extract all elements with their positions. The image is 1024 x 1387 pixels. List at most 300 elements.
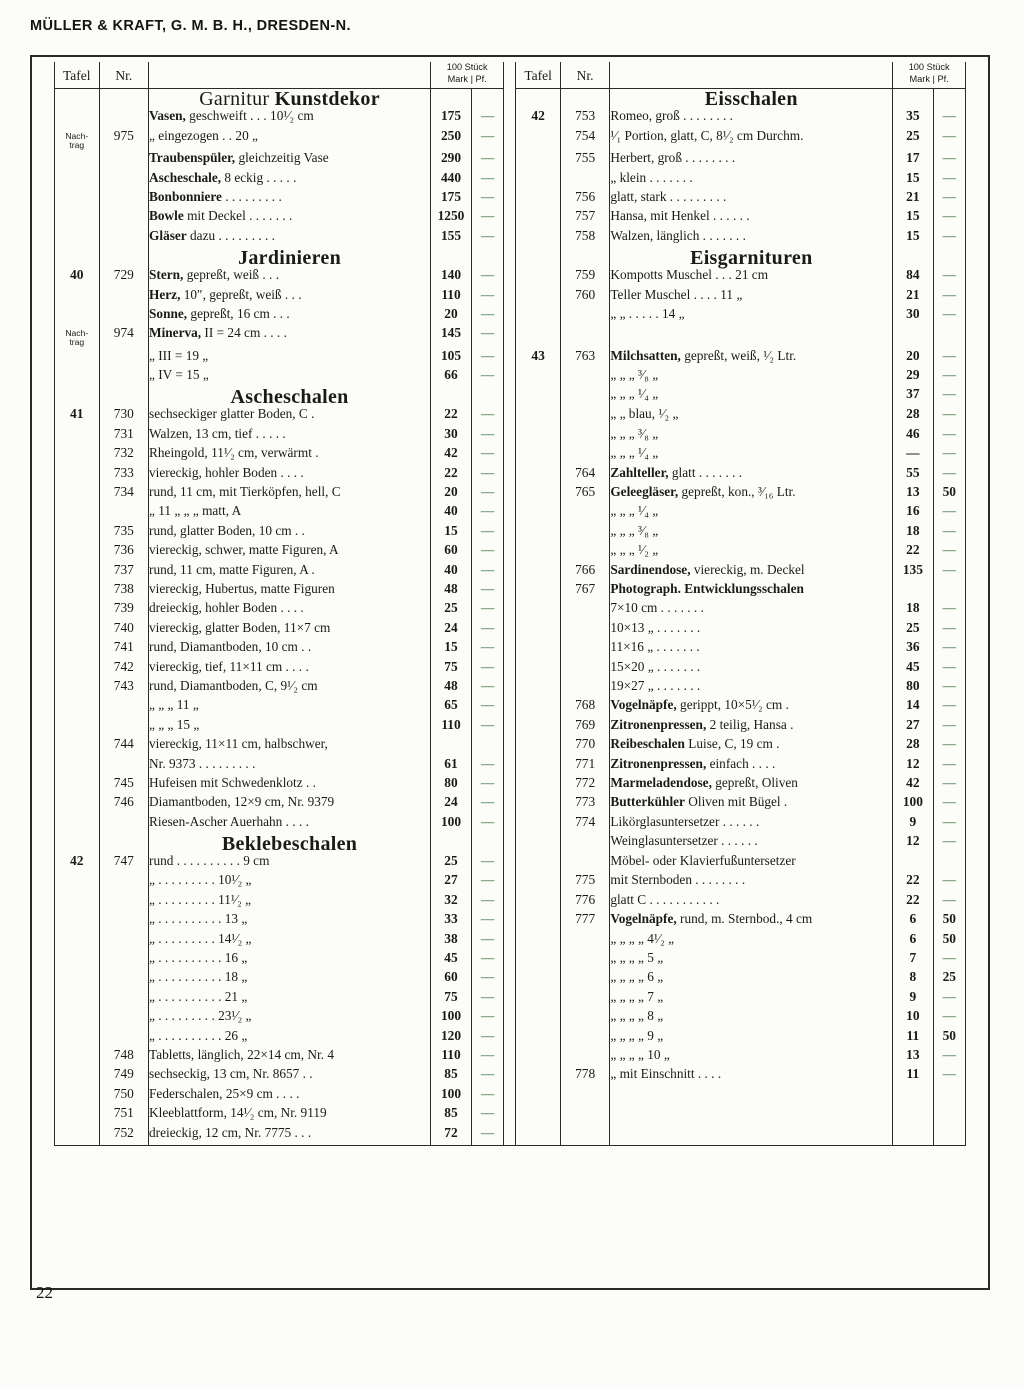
cell-pfennig: —: [933, 834, 965, 854]
column-divider: [504, 89, 516, 110]
cell-nr: 775: [560, 873, 609, 892]
cell-mark: 155: [431, 229, 472, 248]
cell-pfennig: —: [471, 504, 503, 523]
cell-description: „ „ „ „ 4¹⁄₂ „: [610, 932, 893, 951]
cell-nr: 778: [560, 1067, 609, 1086]
cell-nr: [560, 307, 609, 326]
cell-tafel: [55, 109, 100, 128]
cell-description: 7×10 cm . . . . . . .: [610, 601, 893, 620]
cell-pfennig: —: [471, 326, 503, 348]
cell-tafel: [516, 151, 561, 170]
cell-tafel: [55, 893, 100, 912]
section-pf-spacer: [471, 89, 503, 110]
cell-tafel: [516, 718, 561, 737]
cell-mark: 80: [893, 679, 933, 698]
cell-description: Bowle mit Deckel . . . . . . .: [149, 209, 431, 228]
column-divider: [504, 582, 516, 601]
cell-tafel: [516, 504, 561, 523]
cell-mark: 16: [893, 504, 933, 523]
table-row: [55, 288, 966, 307]
cell-nr: 749: [99, 1067, 148, 1086]
cell-mark: 135: [893, 563, 933, 582]
table-row: [55, 129, 966, 151]
cell-nr: [99, 698, 148, 717]
cell-pfennig: [933, 326, 965, 348]
cell-description: „ „ blau, ¹⁄₂ „: [610, 407, 893, 426]
table-row: [55, 427, 966, 446]
table-row: [55, 1067, 966, 1086]
cell-tafel: [516, 660, 561, 679]
cell-tafel: [516, 427, 561, 446]
table-row: [55, 1087, 966, 1106]
cell-pfennig: —: [471, 524, 503, 543]
cell-nr: [99, 151, 148, 170]
cell-description: „ „ „ „ 6 „: [610, 970, 893, 989]
cell-nr: [99, 893, 148, 912]
cell-pfennig: —: [933, 209, 965, 228]
cell-nr: [560, 932, 609, 951]
cell-mark: 35: [893, 109, 933, 128]
cell-tafel: [516, 757, 561, 776]
section-nr-spacer: [99, 248, 148, 268]
cell-mark: 32: [431, 893, 472, 912]
cell-pfennig: —: [471, 621, 503, 640]
cell-tafel: Nach- trag: [55, 326, 100, 348]
cell-tafel: 43: [516, 349, 561, 368]
cell-mark: 45: [431, 951, 472, 970]
cell-pfennig: —: [471, 209, 503, 228]
cell-mark: 120: [431, 1029, 472, 1048]
cell-pfennig: —: [471, 698, 503, 717]
empty-desc: [610, 1106, 893, 1125]
cell-nr: [560, 854, 609, 873]
cell-nr: [560, 407, 609, 426]
cell-pfennig: —: [471, 795, 503, 814]
cell-description: Vasen, geschweift . . . 10¹⁄₂ cm: [149, 109, 431, 128]
cell-description: rund . . . . . . . . . . 9 cm: [149, 854, 431, 873]
cell-pfennig: 50: [933, 1029, 965, 1048]
cell-description: „ „ „ ³⁄₈ „: [610, 524, 893, 543]
cell-nr: 975: [99, 129, 148, 151]
table-row: [55, 387, 966, 407]
header-price-left: 100 Stück Mark | Pf.: [431, 62, 504, 89]
cell-mark: 13: [893, 1048, 933, 1067]
section-heading: Eisschalen: [610, 89, 893, 110]
table-row: [55, 485, 966, 504]
cell-tafel: [55, 932, 100, 951]
cell-mark: 40: [431, 504, 472, 523]
cell-tafel: [55, 660, 100, 679]
cell-tafel: [55, 524, 100, 543]
cell-nr: 757: [560, 209, 609, 228]
table-row: [55, 660, 966, 679]
cell-nr: [99, 990, 148, 1009]
cell-tafel: [516, 698, 561, 717]
cell-pfennig: —: [471, 446, 503, 465]
cell-pfennig: —: [471, 582, 503, 601]
column-divider: [504, 737, 516, 756]
cell-description: ¹⁄₁ Portion, glatt, C, 8¹⁄₂ cm Durchm.: [610, 129, 893, 151]
cell-pfennig: —: [471, 1087, 503, 1106]
section-nr-spacer: [560, 248, 609, 268]
cell-nr: [560, 171, 609, 190]
cell-mark: 15: [893, 171, 933, 190]
cell-mark: 33: [431, 912, 472, 931]
cell-tafel: [55, 1029, 100, 1048]
section-heading: Jardinieren: [149, 248, 431, 268]
header-desc-left: [149, 62, 431, 89]
cell-description: Butterkühler Oliven mit Bügel .: [610, 795, 893, 814]
cell-pfennig: —: [933, 268, 965, 287]
cell-tafel: [516, 679, 561, 698]
cell-nr: 744: [99, 737, 148, 756]
header-nr-left: Nr.: [99, 62, 148, 89]
cell-tafel: [55, 349, 100, 368]
cell-pfennig: —: [471, 1106, 503, 1125]
cell-mark: 15: [893, 209, 933, 228]
cell-mark: 30: [893, 307, 933, 326]
column-divider: [504, 349, 516, 368]
cell-description: Herz, 10″, gepreßt, weiß . . .: [149, 288, 431, 307]
cell-mark: 12: [893, 834, 933, 854]
column-divider: [504, 446, 516, 465]
cell-pfennig: —: [471, 679, 503, 698]
table-row: [55, 151, 966, 170]
cell-nr: [560, 326, 609, 348]
cell-tafel: [55, 990, 100, 1009]
cell-tafel: [516, 873, 561, 892]
column-divider: [504, 288, 516, 307]
cell-nr: 755: [560, 151, 609, 170]
cell-nr: 738: [99, 582, 148, 601]
cell-description: viereckig, tief, 11×11 cm . . . .: [149, 660, 431, 679]
cell-description: „ klein . . . . . . .: [610, 171, 893, 190]
cell-pfennig: —: [933, 893, 965, 912]
cell-pfennig: —: [471, 190, 503, 209]
cell-pfennig: —: [933, 190, 965, 209]
cell-mark: 21: [893, 190, 933, 209]
empty-pf: [933, 1087, 965, 1106]
table-row: [55, 524, 966, 543]
column-divider: [504, 129, 516, 151]
cell-pfennig: —: [471, 288, 503, 307]
cell-mark: 11: [893, 1029, 933, 1048]
cell-mark: 24: [431, 621, 472, 640]
cell-tafel: [55, 776, 100, 795]
cell-nr: 758: [560, 229, 609, 248]
section-nr-spacer: [560, 89, 609, 110]
cell-mark: 110: [431, 288, 472, 307]
cell-nr: [99, 307, 148, 326]
cell-nr: 754: [560, 129, 609, 151]
table-row: [55, 248, 966, 268]
cell-mark: 11: [893, 1067, 933, 1086]
cell-description: „ „ „ „ 5 „: [610, 951, 893, 970]
column-divider: [504, 776, 516, 795]
cell-description: Romeo, groß . . . . . . . .: [610, 109, 893, 128]
cell-mark: 65: [431, 698, 472, 717]
table-row: [55, 326, 966, 348]
cell-pfennig: —: [471, 718, 503, 737]
cell-pfennig: —: [471, 368, 503, 387]
cell-nr: 770: [560, 737, 609, 756]
cell-nr: [99, 951, 148, 970]
cell-pfennig: —: [471, 543, 503, 562]
cell-mark: 14: [893, 698, 933, 717]
cell-pfennig: —: [471, 640, 503, 659]
column-divider: [504, 932, 516, 951]
cell-mark: 25: [431, 601, 472, 620]
cell-tafel: [516, 485, 561, 504]
cell-description: Sonne, gepreßt, 16 cm . . .: [149, 307, 431, 326]
cell-mark: [893, 326, 933, 348]
column-divider: [504, 190, 516, 209]
cell-mark: 25: [893, 621, 933, 640]
cell-tafel: 41: [55, 407, 100, 426]
cell-mark: 6: [893, 932, 933, 951]
cell-tafel: [516, 563, 561, 582]
cell-nr: 768: [560, 698, 609, 717]
cell-tafel: [55, 912, 100, 931]
cell-pfennig: —: [471, 601, 503, 620]
column-divider: [504, 466, 516, 485]
cell-pfennig: —: [471, 660, 503, 679]
section-heading: Garnitur Kunstdekor: [149, 89, 431, 110]
cell-pfennig: —: [933, 1067, 965, 1086]
cell-mark: 28: [893, 737, 933, 756]
cell-tafel: [55, 209, 100, 228]
section-tafel-spacer: [55, 387, 100, 407]
cell-mark: 7: [893, 951, 933, 970]
cell-description: Traubenspüler, gleichzeitig Vase: [149, 151, 431, 170]
cell-mark: 25: [893, 129, 933, 151]
cell-description: sechseckiger glatter Boden, C .: [149, 407, 431, 426]
cell-pfennig: [933, 582, 965, 601]
cell-nr: [560, 621, 609, 640]
cell-mark: 100: [431, 1009, 472, 1028]
cell-tafel: [516, 795, 561, 814]
cell-nr: [560, 660, 609, 679]
cell-mark: 8: [893, 970, 933, 989]
cell-mark: 17: [893, 151, 933, 170]
cell-description: „ 11 „ „ „ matt, A: [149, 504, 431, 523]
cell-mark: 105: [431, 349, 472, 368]
cell-description: Hansa, mit Henkel . . . . . .: [610, 209, 893, 228]
cell-nr: [99, 815, 148, 834]
cell-description: rund, Diamantboden, 10 cm . .: [149, 640, 431, 659]
table-row: [55, 190, 966, 209]
cell-mark: 20: [431, 307, 472, 326]
cell-pfennig: —: [933, 171, 965, 190]
cell-mark: 100: [431, 1087, 472, 1106]
cell-description: Milchsatten, gepreßt, weiß, ¹⁄₂ Ltr.: [610, 349, 893, 368]
column-divider: [504, 660, 516, 679]
table-row: [55, 854, 966, 873]
cell-tafel: [55, 229, 100, 248]
cell-pfennig: —: [933, 129, 965, 151]
cell-description: „ IV = 15 „: [149, 368, 431, 387]
table-row: [55, 815, 966, 834]
cell-pfennig: —: [933, 795, 965, 814]
cell-mark: 40: [431, 563, 472, 582]
cell-description: rund, 11 cm, matte Figuren, A .: [149, 563, 431, 582]
cell-tafel: [516, 326, 561, 348]
cell-nr: [99, 1029, 148, 1048]
cell-mark: 72: [431, 1126, 472, 1146]
cell-pfennig: —: [933, 524, 965, 543]
table-row: [55, 446, 966, 465]
table-row: [55, 1106, 966, 1125]
cell-pfennig: —: [933, 288, 965, 307]
section-nr-spacer: [99, 387, 148, 407]
column-divider: [504, 485, 516, 504]
column-divider: [504, 621, 516, 640]
cell-mark: 55: [893, 466, 933, 485]
empty-pf: [933, 1126, 965, 1146]
cell-description: Marmeladendose, gepreßt, Oliven: [610, 776, 893, 795]
section-pf-spacer: [933, 89, 965, 110]
cell-mark: 250: [431, 129, 472, 151]
table-row: [55, 109, 966, 128]
cell-mark: 85: [431, 1067, 472, 1086]
column-divider: [504, 795, 516, 814]
cell-nr: 763: [560, 349, 609, 368]
cell-pfennig: —: [471, 1009, 503, 1028]
cell-description: Nr. 9373 . . . . . . . . .: [149, 757, 431, 776]
cell-pfennig: —: [933, 660, 965, 679]
column-divider: [504, 209, 516, 228]
cell-tafel: [55, 288, 100, 307]
cell-tafel: [55, 446, 100, 465]
column-divider: [504, 504, 516, 523]
cell-description: Ascheschale, 8 eckig . . . . .: [149, 171, 431, 190]
cell-description: glatt C . . . . . . . . . . .: [610, 893, 893, 912]
column-divider: [504, 873, 516, 892]
cell-nr: [99, 757, 148, 776]
cell-pfennig: —: [933, 368, 965, 387]
table-row: [55, 307, 966, 326]
cell-tafel: [55, 1009, 100, 1028]
cell-description: Likörglasuntersetzer . . . . . .: [610, 815, 893, 834]
table-row: [55, 795, 966, 814]
cell-tafel: [516, 621, 561, 640]
cell-tafel: [55, 1087, 100, 1106]
cell-nr: 736: [99, 543, 148, 562]
cell-description: glatt, stark . . . . . . . . .: [610, 190, 893, 209]
section-tafel-spacer: [55, 89, 100, 110]
cell-pfennig: [471, 737, 503, 756]
cell-nr: 760: [560, 288, 609, 307]
cell-description: „ . . . . . . . . . . 13 „: [149, 912, 431, 931]
cell-pfennig: —: [933, 757, 965, 776]
cell-tafel: [516, 990, 561, 1009]
table-row: [55, 1048, 966, 1067]
cell-tafel: [55, 970, 100, 989]
cell-nr: [99, 109, 148, 128]
cell-tafel: [516, 543, 561, 562]
cell-pfennig: —: [471, 912, 503, 931]
cell-tafel: [55, 151, 100, 170]
cell-tafel: [55, 543, 100, 562]
cell-mark: 27: [893, 718, 933, 737]
table-row: [55, 89, 966, 110]
cell-description: Zitronenpressen, einfach . . . .: [610, 757, 893, 776]
cell-nr: 756: [560, 190, 609, 209]
cell-tafel: [55, 951, 100, 970]
cell-mark: 18: [893, 524, 933, 543]
column-divider: [504, 970, 516, 989]
cell-description: Vogelnäpfe, gerippt, 10×5¹⁄₂ cm .: [610, 698, 893, 717]
empty-mark: [893, 1126, 933, 1146]
cell-tafel: [516, 190, 561, 209]
cell-pfennig: —: [933, 621, 965, 640]
cell-description: dreieckig, 12 cm, Nr. 7775 . . .: [149, 1126, 431, 1146]
cell-description: „ „ „ „ 10 „: [610, 1048, 893, 1067]
cell-description: 15×20 „ . . . . . . .: [610, 660, 893, 679]
cell-description: Federschalen, 25×9 cm . . . .: [149, 1087, 431, 1106]
cell-pfennig: —: [933, 776, 965, 795]
empty-nr: [560, 1087, 609, 1106]
cell-mark: 100: [431, 815, 472, 834]
cell-description: rund, Diamantboden, C, 9¹⁄₂ cm: [149, 679, 431, 698]
cell-mark: [431, 737, 472, 756]
cell-description: viereckig, Hubertus, matte Figuren: [149, 582, 431, 601]
section-pf-spacer: [933, 248, 965, 268]
cell-tafel: [55, 427, 100, 446]
cell-description: rund, glatter Boden, 10 cm . .: [149, 524, 431, 543]
cell-pfennig: —: [933, 1048, 965, 1067]
cell-pfennig: —: [471, 129, 503, 151]
cell-mark: 12: [893, 757, 933, 776]
cell-mark: 140: [431, 268, 472, 287]
cell-description: „ . . . . . . . . . . 16 „: [149, 951, 431, 970]
cell-pfennig: —: [471, 466, 503, 485]
cell-nr: 776: [560, 893, 609, 912]
cell-mark: 46: [893, 427, 933, 446]
cell-tafel: 42: [516, 109, 561, 128]
table-row: [55, 229, 966, 248]
cell-pfennig: —: [933, 229, 965, 248]
cell-pfennig: —: [471, 757, 503, 776]
cell-description: Möbel- oder Klavierfußuntersetzer: [610, 854, 893, 873]
empty-desc: [610, 1126, 893, 1146]
empty-tafel: [516, 1126, 561, 1146]
cell-tafel: [516, 970, 561, 989]
table-body: [55, 89, 966, 1146]
cell-nr: 752: [99, 1126, 148, 1146]
cell-tafel: [55, 621, 100, 640]
column-divider: [504, 151, 516, 170]
cell-tafel: [516, 129, 561, 151]
column-divider: [504, 951, 516, 970]
cell-description: Teller Muschel . . . . 11 „: [610, 288, 893, 307]
empty-nr: [560, 1106, 609, 1125]
cell-pfennig: —: [933, 951, 965, 970]
cell-mark: 30: [431, 427, 472, 446]
cell-tafel: [55, 563, 100, 582]
cell-tafel: [55, 466, 100, 485]
column-divider: [504, 640, 516, 659]
cell-nr: [560, 524, 609, 543]
cell-tafel: [516, 1048, 561, 1067]
cell-description: „ . . . . . . . . . . 26 „: [149, 1029, 431, 1048]
column-gap: [504, 62, 516, 89]
section-mark-spacer: [431, 834, 472, 854]
cell-description: „ „ „ 11 „: [149, 698, 431, 717]
cell-pfennig: —: [933, 873, 965, 892]
cell-tafel: [516, 288, 561, 307]
cell-description: viereckig, schwer, matte Figuren, A: [149, 543, 431, 562]
